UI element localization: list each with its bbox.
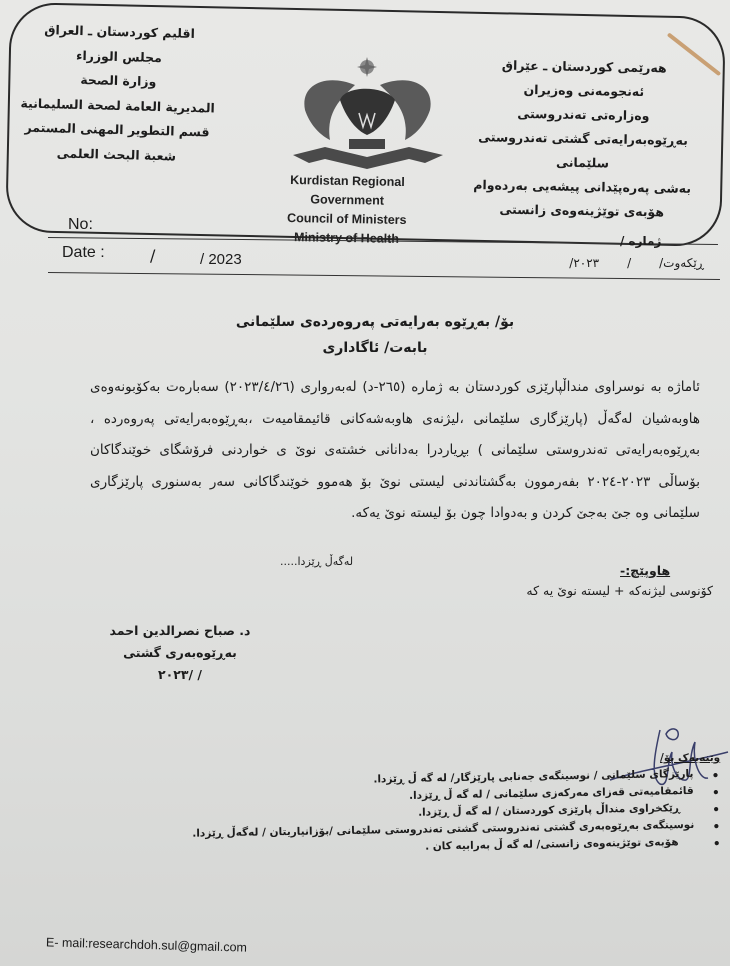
copies-to-list xyxy=(192,765,720,859)
arabic-line: مجلس الوزراء xyxy=(75,47,163,65)
copies-to-label: وێنەیەک بۆ/ xyxy=(660,752,721,764)
date-label: Date : xyxy=(62,244,105,261)
arabic-line: وزارة الصحة xyxy=(80,72,157,89)
kurdish-line: وەزارەتی تەندروستی xyxy=(517,105,650,124)
arabic-line: المديرية العامة لصحة السليمانية xyxy=(20,94,216,116)
divider-line xyxy=(48,272,720,280)
english-line: Ministry of Health xyxy=(293,230,400,246)
letter-recipient: بۆ/ بەڕێوە بەرایەتی پەروەردەی سلێمانی xyxy=(235,314,515,330)
reference-number-label: No: xyxy=(68,216,93,233)
kurdish-number-label: ژمارە / xyxy=(620,234,662,248)
attachments-text: کۆنوسی لیژنەکە + لیستە نوێ یە کە xyxy=(526,583,713,598)
kurdish-date-year: ٢٠٢٣/ xyxy=(569,256,600,270)
krg-emblem-icon xyxy=(285,55,450,175)
letter-body: ئاماژە بە نوسراوی منداڵپارێزی کوردستان بە ژمارە (٢٦٥-د) لەبەرواری (٢٠٢٣/٤/٢٦) سەبارەت بەکۆبونەوەی هاوبەشیان لەگەڵ (پارێزگاری سلێمانی ،لیژنەی هاوبەشەکانی قائیمقامیەت ،بەڕێوەبەرایەتی پەروەردە ، بەڕێوەبەرایەتی تەندروستی سلێمانی ) بڕیاردرا بەدانانی خشتەی نوێ ی خواردنی فرۆشگای خوێندگاکان بۆساڵی ٢٠٢٣-٢٠٢٤ بفەرموون بەگشتاندنی لیستی نوێ بۆ هەموو خوێندگاکانی سەر بەسنوری پارێزگاری سلێمانی وە جێ بەجێ کردن و بەدوادا چون بۆ لیستە نوێ یەکە. xyxy=(90,379,700,521)
kurdish-date xyxy=(484,256,704,270)
signatory-date: / /٢٠٢٣ xyxy=(157,667,202,682)
english-line: Kurdistan Regional Government xyxy=(290,173,405,208)
kurdish-line: ئەنجومەنی وەزیران xyxy=(523,81,645,100)
signatory-name: د. صباح نصرالدين احمد xyxy=(109,623,251,638)
kurdish-date-separator: / xyxy=(627,256,632,270)
attachments-label: هاوپێچ:- xyxy=(620,563,671,578)
kurdish-line: بەشی پەرەپێدانی پیشەیی بەردەوام xyxy=(473,177,692,196)
kurdish-line: هەرێمی کوردستان ـ عێراق xyxy=(501,57,667,76)
arabic-line: شعبة البحث العلمى xyxy=(56,144,177,164)
kurdish-letterhead xyxy=(461,53,706,225)
closing-regards: لەگەڵ ڕێزدا..... xyxy=(280,555,354,568)
arabic-letterhead xyxy=(16,17,220,169)
footer-email: E- mail:researchdoh.sul@gmail.com xyxy=(45,935,248,955)
date-year: / 2023 xyxy=(200,251,242,268)
date-separator: / xyxy=(150,246,156,265)
cc-list-item: • نوسینگەی بەڕێوەبەری گشتی تەندروستی گشتی تەندروستی سلێمانی /بۆزانیاریتان / لەگەڵ ڕێزدا. xyxy=(200,816,720,842)
cc-list-item: • هۆبەی توێژینەوەی زانستی/ لە گە ڵ بەرابیە کان . xyxy=(200,833,720,859)
english-letterhead xyxy=(251,170,442,249)
arabic-line: اقليم كوردستان ـ العراق xyxy=(44,22,196,41)
signatory-block xyxy=(100,620,260,686)
letter-subject: بابەت/ ئاگاداری xyxy=(322,340,428,356)
cc-list-item: • ڕێکخراوی منداڵ پارێزی کوردستان / لە گە ڵ ڕێزدا. xyxy=(200,799,720,825)
kurdish-line: هۆبەی توێژینەوەی زانستی xyxy=(499,201,665,220)
cc-list-item: • قائمقامیەتی قەزای مەرکەزی سلێمانی / لە گە ڵ ڕێزدا. xyxy=(200,782,720,808)
signatory-title: بەڕێوەبەری گشتی xyxy=(123,645,237,660)
kurdish-date-label: ڕێکەوت/ xyxy=(659,256,704,270)
arabic-line: قسم التطوير المهنى المستمر xyxy=(24,119,210,140)
english-line: Council of Ministers xyxy=(286,210,407,228)
kurdish-line: بەڕێوەبەرایەتی گشتی تەندروستی سلێمانی xyxy=(478,129,688,171)
cc-list-item: • پارێزگای سلێمانی / نوسینگەی جەنابی پارێزگار/ لە گە ڵ ڕێزدا. xyxy=(199,765,719,791)
